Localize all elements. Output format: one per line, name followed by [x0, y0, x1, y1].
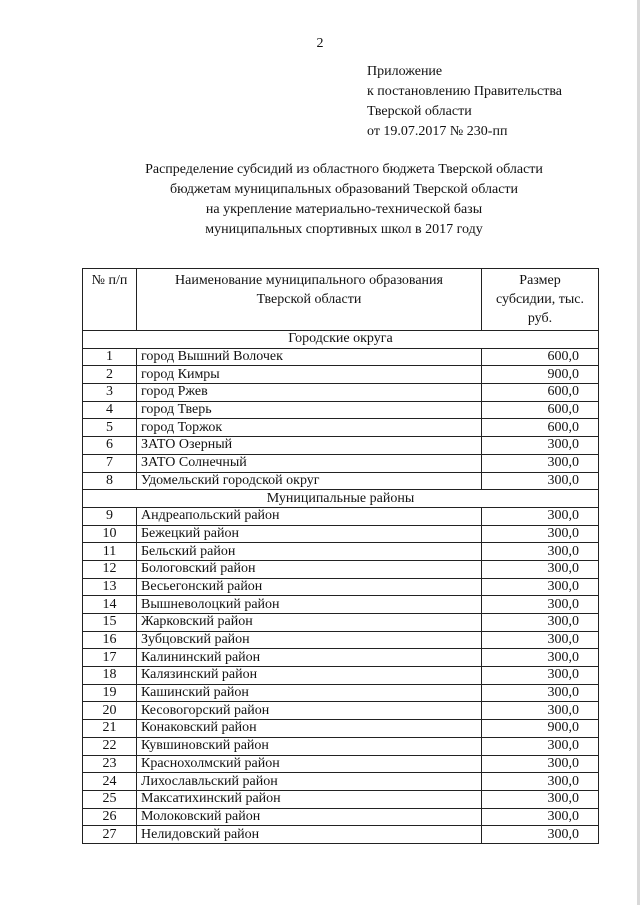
row-name: Вышневолоцкий район — [137, 596, 482, 614]
row-amount: 300,0 — [482, 755, 599, 773]
table-row — [83, 384, 599, 402]
row-num: 19 — [83, 684, 137, 702]
table-row — [83, 507, 599, 525]
row-num: 7 — [83, 454, 137, 472]
table-row — [83, 419, 599, 437]
table-row — [83, 790, 599, 808]
table-row — [83, 366, 599, 384]
row-num: 2 — [83, 366, 137, 384]
table-row — [83, 614, 599, 632]
appendix-line: Тверской области — [367, 104, 472, 119]
table-row — [83, 808, 599, 826]
row-name: Удомельский городской округ — [137, 472, 482, 490]
section-title: Городские округа — [83, 331, 599, 349]
header-name: Наименование муниципального образования Тверской области — [137, 269, 482, 331]
row-num: 6 — [83, 437, 137, 455]
row-name: Кашинский район — [137, 684, 482, 702]
row-name: Калининский район — [137, 649, 482, 667]
row-num: 13 — [83, 578, 137, 596]
table-row — [83, 649, 599, 667]
section-row — [83, 331, 599, 349]
title-line: бюджетам муниципальных образований Тверской области — [169, 182, 519, 197]
row-amount: 300,0 — [482, 472, 599, 490]
row-amount: 300,0 — [482, 702, 599, 720]
row-amount: 300,0 — [482, 667, 599, 685]
subsidy-table — [82, 268, 599, 844]
table-row — [83, 755, 599, 773]
row-num: 5 — [83, 419, 137, 437]
row-name: Краснохолмский район — [137, 755, 482, 773]
row-name: Конаковский район — [137, 720, 482, 738]
table-row — [83, 737, 599, 755]
appendix-block — [367, 62, 562, 142]
row-num: 15 — [83, 614, 137, 632]
row-name: Нелидовский район — [137, 826, 482, 844]
row-name: Жарковский район — [137, 614, 482, 632]
row-amount: 300,0 — [482, 808, 599, 826]
row-name: Молоковский район — [137, 808, 482, 826]
row-num: 17 — [83, 649, 137, 667]
row-amount: 300,0 — [482, 454, 599, 472]
row-name: город Кимры — [137, 366, 482, 384]
table-row — [83, 578, 599, 596]
row-amount: 600,0 — [482, 348, 599, 366]
row-num: 1 — [83, 348, 137, 366]
row-num: 3 — [83, 384, 137, 402]
row-num: 12 — [83, 560, 137, 578]
row-num: 14 — [83, 596, 137, 614]
table-row — [83, 437, 599, 455]
row-amount: 900,0 — [482, 720, 599, 738]
row-num: 9 — [83, 507, 137, 525]
row-num: 21 — [83, 720, 137, 738]
table-row — [83, 543, 599, 561]
table-row — [83, 348, 599, 366]
row-name: Лихославльский район — [137, 773, 482, 791]
row-amount: 300,0 — [482, 684, 599, 702]
row-num: 26 — [83, 808, 137, 826]
table-row — [83, 560, 599, 578]
row-name: город Тверь — [137, 401, 482, 419]
row-name: Кувшиновский район — [137, 737, 482, 755]
appendix-line: от 19.07.2017 № 230-пп — [367, 124, 508, 139]
table-row — [83, 401, 599, 419]
header-num: № п/п — [83, 269, 137, 331]
row-num: 4 — [83, 401, 137, 419]
row-name: Зубцовский район — [137, 631, 482, 649]
title-line: муниципальных спортивных школ в 2017 году — [205, 222, 483, 237]
row-num: 8 — [83, 472, 137, 490]
row-name: ЗАТО Солнечный — [137, 454, 482, 472]
row-name: Бельский район — [137, 543, 482, 561]
row-amount: 300,0 — [482, 826, 599, 844]
row-num: 22 — [83, 737, 137, 755]
row-name: Максатихинский район — [137, 790, 482, 808]
row-amount: 300,0 — [482, 790, 599, 808]
row-amount: 300,0 — [482, 578, 599, 596]
row-amount: 300,0 — [482, 773, 599, 791]
row-amount: 300,0 — [482, 543, 599, 561]
table-row — [83, 454, 599, 472]
row-num: 20 — [83, 702, 137, 720]
table-row — [83, 773, 599, 791]
row-name: город Вышний Волочек — [137, 348, 482, 366]
row-amount: 300,0 — [482, 437, 599, 455]
row-amount: 300,0 — [482, 596, 599, 614]
table-row — [83, 472, 599, 490]
row-name: ЗАТО Озерный — [137, 437, 482, 455]
row-amount: 600,0 — [482, 384, 599, 402]
document-title — [0, 160, 640, 240]
row-amount: 600,0 — [482, 419, 599, 437]
row-num: 23 — [83, 755, 137, 773]
title-line: на укрепление материально-технической базы — [205, 202, 483, 217]
appendix-line: к постановлению Правительства — [367, 84, 563, 99]
row-amount: 600,0 — [482, 401, 599, 419]
table-row — [83, 720, 599, 738]
table-row — [83, 826, 599, 844]
row-name: Весьегонский район — [137, 578, 482, 596]
row-num: 18 — [83, 667, 137, 685]
row-name: Кесовогорский район — [137, 702, 482, 720]
table-row — [83, 596, 599, 614]
row-name: Калязинский район — [137, 667, 482, 685]
title-line: Распределение субсидий из областного бюджета Тверской области — [145, 162, 543, 177]
row-num: 24 — [83, 773, 137, 791]
row-num: 16 — [83, 631, 137, 649]
row-amount: 300,0 — [482, 614, 599, 632]
row-amount: 300,0 — [482, 560, 599, 578]
row-amount: 300,0 — [482, 737, 599, 755]
row-num: 25 — [83, 790, 137, 808]
row-name: Бологовский район — [137, 560, 482, 578]
section-title: Муниципальные районы — [83, 490, 599, 508]
row-num: 10 — [83, 525, 137, 543]
row-amount: 300,0 — [482, 631, 599, 649]
table-row — [83, 525, 599, 543]
row-name: город Ржев — [137, 384, 482, 402]
table-header-row — [83, 269, 599, 331]
row-amount: 300,0 — [482, 525, 599, 543]
table-row — [83, 702, 599, 720]
appendix-line: Приложение — [367, 64, 443, 79]
row-num: 11 — [83, 543, 137, 561]
row-name: Бежецкий район — [137, 525, 482, 543]
table-row — [83, 667, 599, 685]
table-row — [83, 684, 599, 702]
table-row — [83, 631, 599, 649]
row-num: 27 — [83, 826, 137, 844]
row-amount: 300,0 — [482, 649, 599, 667]
row-amount: 300,0 — [482, 507, 599, 525]
row-name: город Торжок — [137, 419, 482, 437]
header-amount: Размер субсидии, тыс. руб. — [482, 269, 599, 331]
row-name: Андреапольский район — [137, 507, 482, 525]
row-amount: 900,0 — [482, 366, 599, 384]
page-number: 2 — [316, 36, 324, 51]
table-body — [83, 331, 599, 844]
section-row — [83, 490, 599, 508]
